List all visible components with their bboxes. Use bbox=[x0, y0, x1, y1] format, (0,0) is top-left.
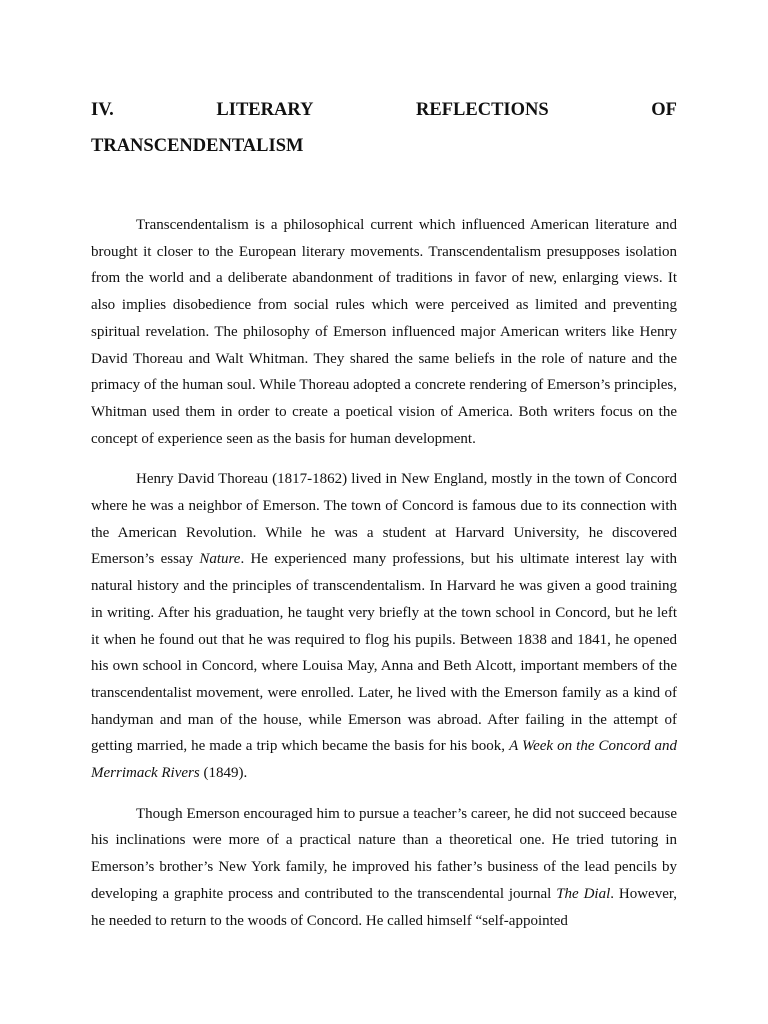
section-heading-line-1 bbox=[91, 92, 677, 128]
body-text bbox=[91, 212, 677, 948]
book-title-nature: Nature bbox=[199, 551, 241, 568]
paragraph-2-text-a: Henry David Thoreau (1817-1862) lived in New England, mostly in the town of Concord where he was a neighbor of Emerson. The town of Concord is famous due to its connection with the American Revolution. While he was a student at Harvard University, he discovered Emerson’s essay bbox=[91, 471, 677, 568]
paragraph-3-text-a: Though Emerson encouraged him to pursue a teacher’s career, he did not succeed because his inclinations were more of a practical nature than a theoretical one. He tried tutoring in Emerson’s brother’s New York family, he improved his father’s business of the lead pencils by developing a graphite process and contributed to the transcendental journal bbox=[91, 805, 677, 902]
paragraph-3 bbox=[91, 801, 677, 935]
section-heading-line-2: TRANSCENDENTALISM bbox=[91, 136, 304, 156]
paragraph-1 bbox=[91, 212, 677, 452]
paragraph-2 bbox=[91, 466, 677, 786]
heading-word-reflections: REFLECTIONS bbox=[416, 100, 549, 120]
section-heading bbox=[91, 92, 677, 164]
journal-title-the-dial: The Dial bbox=[556, 885, 611, 902]
paragraph-3-text-b: . However, he needed to return to the woods of Concord. He called himself “self-appointed bbox=[91, 885, 678, 929]
heading-word-numeral: IV. bbox=[91, 100, 114, 120]
book-title-a-week: A Week on the Concord and Merrimack Rivers bbox=[91, 738, 677, 782]
paragraph-2-text-c: (1849). bbox=[199, 765, 248, 782]
paragraph-2-text-b: . He experienced many professions, but his ultimate interest lay with natural history and the principles of transcendentalism. In Harvard he was given a good training in writing. After his graduation, he taught very briefly at the town school in Concord, but he left it when he found out that he was required to flog his pupils. Between 1838 and 1841, he opened his own school in Concord, where Louisa May, Anna and Beth Alcott, important members of the transcendentalist movement, were enrolled. Later, he lived with the Emerson family as a kind of handyman and man of the house, while Emerson was abroad. After failing in the attempt of getting married, he made a trip which became the basis for his book, bbox=[91, 551, 678, 755]
heading-word-literary: LITERARY bbox=[216, 100, 314, 120]
heading-word-of: OF bbox=[651, 100, 677, 120]
paragraph-1-text: Transcendentalism is a philosophical current which influenced American literature and brought it closer to the European literary movements. Transcendentalism presupposes isolation from the world and a deliberate abandonment of traditions in favor of new, enlarging views. It also implies disobedience from social rules which were perceived as limited and preventing spiritual revelation. The philosophy of Emerson influenced major American writers like Henry David Thoreau and Walt Whitman. They shared the same beliefs in the role of nature and the primacy of the human soul. While Thoreau adopted a concrete rendering of Emerson’s principles, Whitman used them in order to create a poetical vision of America. Both writers focus on the concept of experience seen as the basis for human development. bbox=[91, 217, 677, 447]
